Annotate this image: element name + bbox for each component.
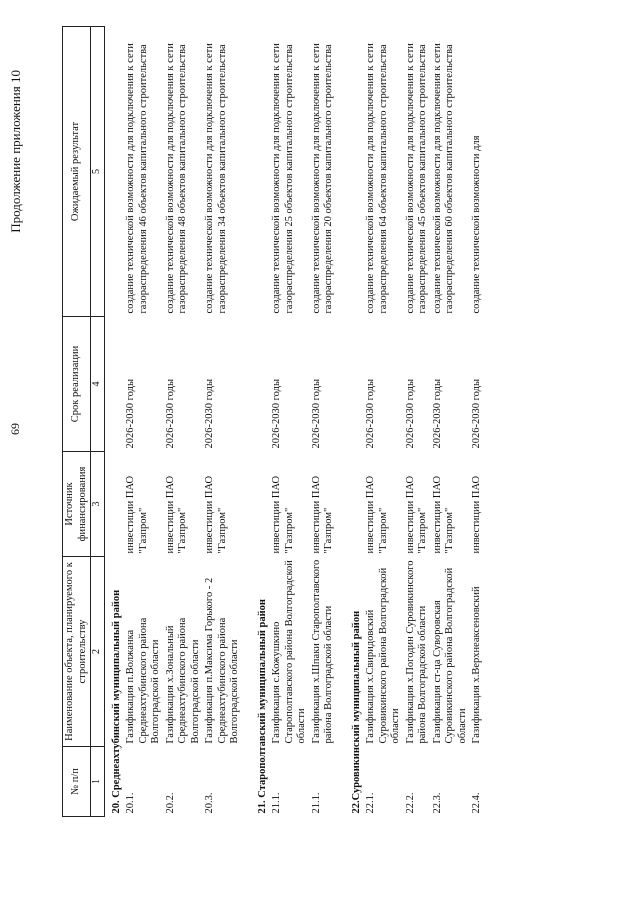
table-row <box>470 27 485 817</box>
col-number: 1 <box>91 747 105 817</box>
investment-table <box>62 26 485 817</box>
section-gap <box>337 27 345 817</box>
section-heading-row <box>251 27 271 817</box>
implementation-term: 2026-2030 годы <box>365 378 376 449</box>
col-header-num: № п/п <box>63 747 91 817</box>
object-name: Газификация х.Свиридовский Суровикинского района Волгоградской области <box>365 567 401 744</box>
table-body <box>104 27 485 817</box>
object-name: Газификация ст-ца Суворовская Суровикинского района Волгоградской области <box>431 567 468 744</box>
section-heading-row <box>345 27 365 817</box>
row-number: 20.2. <box>164 792 176 814</box>
funding-source: инвестиции ПАО "Газпром" <box>125 475 149 554</box>
row-number: 22.3. <box>431 792 443 814</box>
row-number: 22.4. <box>471 792 482 814</box>
table-row <box>310 27 337 817</box>
object-name: Газификация с.Кожушкино Старополтавского района Волгоградской области <box>271 560 307 744</box>
row-number: 20.3. <box>204 792 215 814</box>
page-header <box>0 0 60 905</box>
funding-source: инвестиции ПАО <box>471 475 482 554</box>
section-title: 21. Старополтавский муниципальный район <box>256 599 268 814</box>
expected-result: создание технической возможности для подключения к сети газораспределения 60 объектов капитального строительства <box>431 43 455 314</box>
section-title: 20. Среднеахтубинский муниципальный район <box>110 589 122 814</box>
column-number-row <box>91 27 105 817</box>
implementation-term: 2026-2030 годы <box>431 378 443 449</box>
object-name: Газификация п.Максима Горького - 2 Среднеахтубинского района Волгоградской области <box>204 577 240 744</box>
object-name: Газификация х.Шпаки Старополтавского района Волгоградской области <box>310 559 334 744</box>
funding-source: инвестиции ПАО "Газпром" <box>404 475 428 554</box>
funding-source: инвестиции ПАО "Газпром" <box>365 475 389 554</box>
row-number: 20.1. <box>125 792 136 814</box>
funding-source: инвестиции ПАО "Газпром" <box>271 475 295 554</box>
table-row <box>364 27 404 817</box>
col-number: 2 <box>91 557 105 747</box>
object-name: Газификация х.Погодин Суровикинского района Волгоградской области <box>404 560 428 744</box>
row-number: 21.1. <box>310 792 322 814</box>
section-title: 22.Суровикинский муниципальный район <box>350 610 362 814</box>
col-header-result: Ожидаемый результат <box>63 27 91 317</box>
expected-result: создание технической возможности для подключения к сети газораспределения 20 объектов капитального строительства <box>310 43 334 314</box>
col-number: 4 <box>91 317 105 452</box>
expected-result: создание технической возможности для подключения к сети газораспределения 45 объектов капитального строительства <box>404 43 428 314</box>
funding-source: инвестиции ПАО "Газпром" <box>204 475 228 554</box>
funding-source: инвестиции ПАО "Газпром" <box>164 475 188 554</box>
funding-source: инвестиции ПАО "Газпром" <box>431 475 455 554</box>
row-number: 22.1. <box>365 792 376 814</box>
section-gap-cell <box>243 27 251 817</box>
expected-result: создание технической возможности для подключения к сети газораспределения 48 объектов капитального строительства <box>164 43 188 314</box>
implementation-term: 2026-2030 годы <box>125 378 136 449</box>
table-row <box>203 27 243 817</box>
table-row <box>270 27 310 817</box>
continuation-title: Продолжение приложения 10 <box>8 70 23 233</box>
implementation-term: 2026-2030 годы <box>310 378 322 449</box>
section-gap <box>243 27 251 817</box>
object-name: Газификация х.Верхнеаксеновский <box>471 586 482 744</box>
implementation-term: 2026-2030 годы <box>271 378 282 449</box>
section-gap-cell <box>337 27 345 817</box>
expected-result: создание технической возможности для <box>471 135 482 314</box>
row-number: 22.2. <box>404 792 416 814</box>
expected-result: создание технической возможности для подключения к сети газораспределения 25 объектов капитального строительства <box>271 43 295 314</box>
funding-source: инвестиции ПАО "Газпром" <box>310 475 334 554</box>
table-row <box>164 27 204 817</box>
col-number: 3 <box>91 452 105 557</box>
col-header-name: Наименование объекта, планируемого к строительству <box>63 557 91 747</box>
col-header-source: Источник финансирования <box>63 452 91 557</box>
table-row <box>431 27 471 817</box>
implementation-term: 2026-2030 годы <box>404 378 416 449</box>
row-number: 21.1. <box>271 792 282 814</box>
section-heading-row <box>104 27 124 817</box>
implementation-term: 2026-2030 годы <box>164 378 176 449</box>
expected-result: создание технической возможности для подключения к сети газораспределения 34 объектов капитального строительства <box>204 43 228 314</box>
table-row <box>404 27 431 817</box>
implementation-term: 2026-2030 годы <box>471 378 482 449</box>
page-number: 69 <box>8 423 22 435</box>
implementation-term: 2026-2030 годы <box>204 378 215 449</box>
table-header-row <box>63 27 91 817</box>
object-name: Газификация п.Волжанка Среднеахтубинского района Волгоградской области <box>125 617 161 744</box>
col-number: 5 <box>91 27 105 317</box>
expected-result: создание технической возможности для подключения к сети газораспределения 64 объектов капитального строительства <box>365 43 389 314</box>
expected-result: создание технической возможности для подключения к сети газораспределения 46 объектов капитального строительства <box>125 43 149 314</box>
table-row <box>124 27 164 817</box>
col-header-term: Срок реализации <box>63 317 91 452</box>
object-name: Газификация х.Зональный Среднеахтубинского района Волгоградской области <box>164 617 201 744</box>
